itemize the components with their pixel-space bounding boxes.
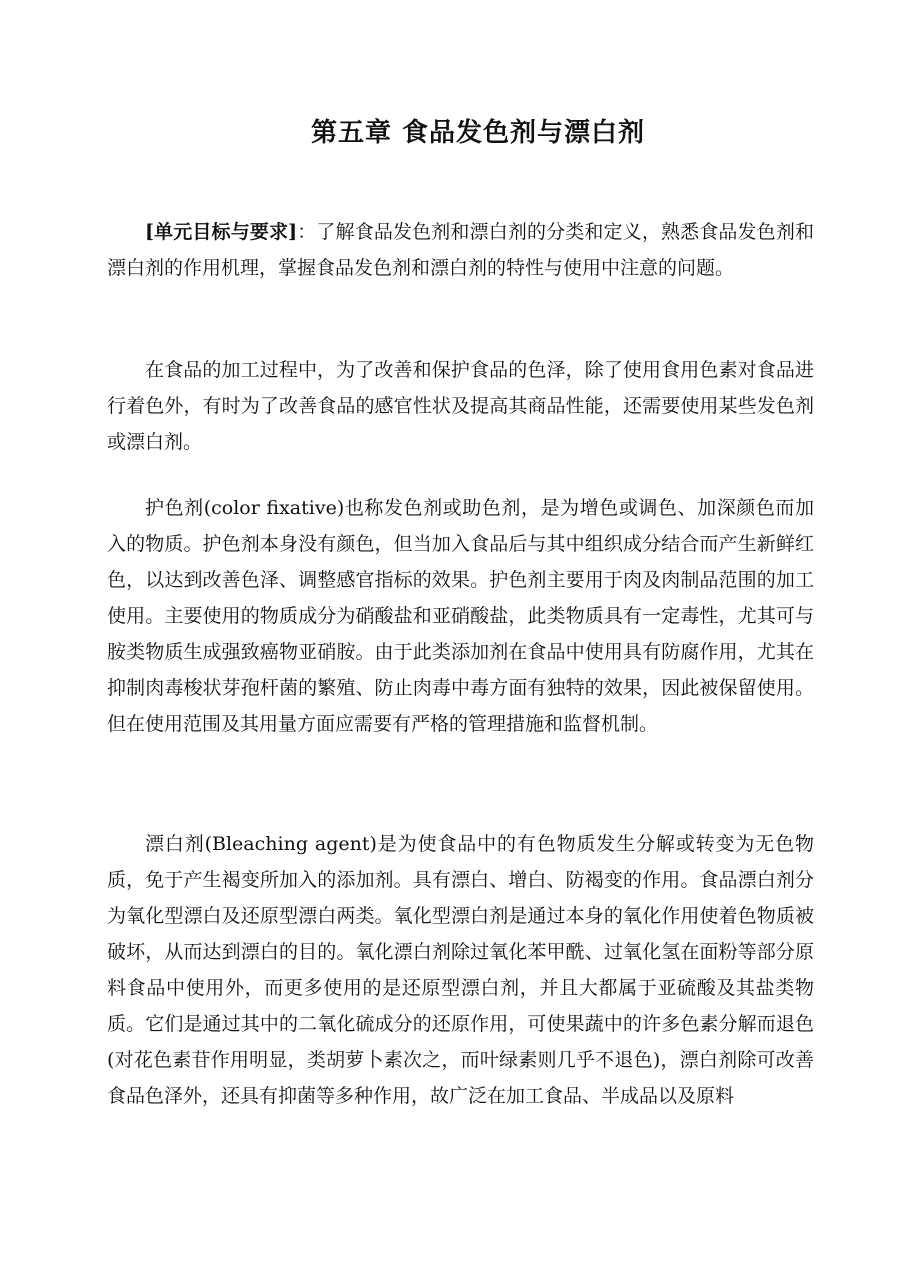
objectives-label: [单元目标与要求] (145, 221, 298, 243)
page-title: 第五章 食品发色剂与漂白剂 (310, 118, 646, 148)
paragraph-bleaching-agent: 漂白剂(Bleaching agent)是为使食品中的有色物质发生分解或转变为无色物质，免于产生褐变所加入的添加剂。具有漂白、增白、防褐变的作用。食品漂白剂分为氧化型漂白及还原型漂白两类。氧化型漂白剂是通过本身的氧化作用使着色物质被破坏，从而达到漂白的目的。氧化漂白剂除过氧化苯甲酰、过氧化氢在面粉等部分原料食品中使用外，而更多使用的是还原型漂白剂，并且大都属于亚硫酸及其盐类物质。它们是通过其中的二氧化硫成分的还原作用，可使果蔬中的许多色素分解而退色(对花色素苷作用明显，类胡萝卜素次之，而叶绿素则几乎不退色)，漂白剂除可改善食品色泽外，还具有抑菌等多种作用，故广泛在加工食品、半成品以及原料 (107, 833, 814, 1107)
paragraph-color-fixative: 护色剂(color fixative)也称发色剂或助色剂，是为增色或调色、加深颜色而加入的物质。护色剂本身没有颜色，但当加入食品后与其中组织成分结合而产生新鲜红色，以达到改善色泽、调整感官指标的效果。护色剂主要用于肉及肉制品范围的加工使用。主要使用的物质成分为硝酸盐和亚硝酸盐，此类物质具有一定毒性，尤其可与胺类物质生成强致癌物亚硝胺。由于此类添加剂在食品中使用具有防腐作用，尤其在抑制肉毒梭状芽孢杆菌的繁殖、防止肉毒中毒方面有独特的效果，因此被保留使用。但在使用范围及其用量方面应需要有严格的管理措施和监督机制。 (107, 497, 814, 735)
unit-objectives (107, 214, 814, 286)
objectives-text: ：了解食品发色剂和漂白剂的分类和定义，熟悉食品发色剂和漂白剂的作用机理，掌握食品发色剂和漂白剂的特性与使用中注意的问题。 (107, 221, 814, 279)
paragraph-intro: 在食品的加工过程中，为了改善和保护食品的色泽，除了使用食用色素对食品进行着色外，有时为了改善食品的感官性状及提高其商品性能，还需要使用某些发色剂或漂白剂。 (107, 359, 814, 453)
